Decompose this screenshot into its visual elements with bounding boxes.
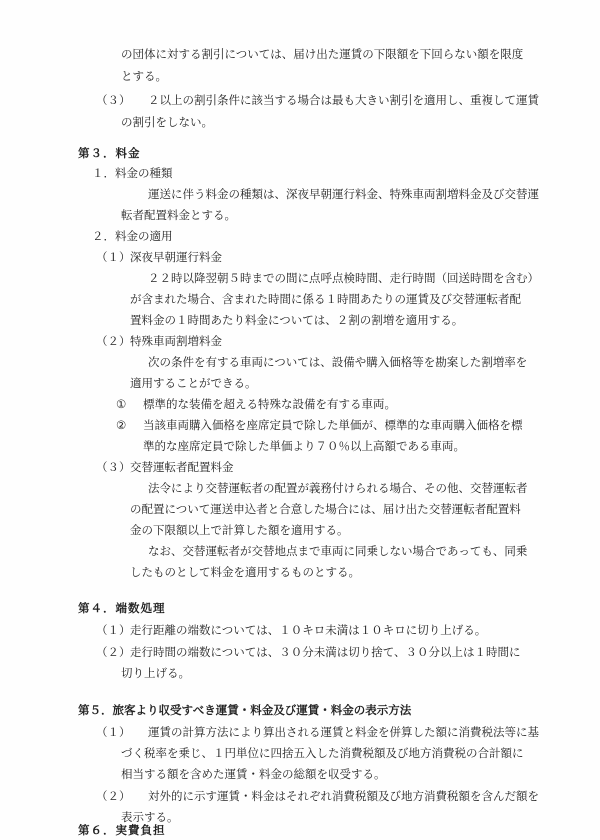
text-line: 走行時間の端数については、３０分未満は切り捨て、３０分以上は１時間に (130, 645, 521, 659)
text-line: 表示する。 (121, 810, 179, 824)
text-line: ２以上の割引条件に該当する場合は最も大きい割引を適用し、重複して運賃 (148, 93, 539, 107)
item-number: （３） (96, 460, 131, 474)
section-heading: 第５．旅客より収受すべき運賃・料金及び運賃・料金の表示方法 (78, 703, 412, 717)
item-number: （２） (96, 789, 131, 803)
text-line: 転者配置料金とする。 (121, 208, 236, 222)
text-line: 相当する額を含めた運賃・料金の総額を収受する。 (121, 767, 386, 781)
text-line: したものとして料金を適用するものとする。 (130, 565, 360, 579)
condition-mark: ② (116, 418, 127, 432)
text-line: 当該車両購入価格を座席定員で除した単価が、標準的な車両購入価格を標 (143, 418, 523, 432)
text-line: づく税率を乗じ、１円単位に四捨五入した消費税額及び地方消費税の合計額に (121, 746, 524, 760)
text-line: 標準的な装備を超える特殊な設備を有する車両。 (143, 397, 396, 411)
text-line: 準的な座席定員で除した単価より７０％以上高額である車両。 (143, 439, 465, 453)
text-line: の団体に対する割引については、届け出た運賃の下限額を下回らない額を限度 (121, 47, 524, 61)
item-number: （２） (96, 645, 131, 659)
text-line: 走行距離の端数については、１０キロ未満は１０キロに切り上げる。 (130, 623, 487, 637)
text-line: なお、交替運転者が交替地点まで車両に同乗しない場合であっても、同乗 (148, 544, 528, 558)
text-line: とする。 (121, 69, 167, 83)
text-line: ２２時以降翌朝５時までの間に点呼点検時間、走行時間（回送時間を含む） (148, 271, 539, 285)
text-line: 置料金の１時間あたり料金については、２割の割増を適用する。 (130, 313, 464, 327)
subsection-heading: １．料金の種類 (92, 166, 173, 180)
item-number: （３） (96, 93, 131, 107)
item-number: （１） (96, 250, 131, 264)
section-heading: 第３．料金 (78, 146, 141, 160)
item-number: （２） (96, 334, 131, 348)
text-line: の配置について運送申込者と合意した場合には、届け出た交替運転者配置料 (130, 502, 521, 516)
item-number: （１） (96, 725, 131, 739)
text-line: 切り上げる。 (121, 666, 190, 680)
subsection-heading: ２．料金の適用 (92, 229, 173, 243)
text-line: 運賃の計算方法により算出される運賃と料金を併算した額に消費税法等に基 (148, 725, 539, 739)
text-line: 運送に伴う料金の種類は、深夜早朝運行料金、特殊車両割増料金及び交替運 (148, 187, 539, 201)
section-heading: 第６．実費負担 (78, 823, 166, 837)
text-line: が含まれた場合、含まれた時間に係る１時間あたりの運賃及び交替運転者配 (130, 292, 521, 306)
item-title: 特殊車両割増料金 (130, 334, 222, 348)
item-title: 交替運転者配置料金 (130, 460, 234, 474)
condition-mark: ① (116, 397, 127, 411)
text-line: 対外的に示す運賃・料金はそれぞれ消費税額及び地方消費税額を含んだ額を (148, 789, 539, 803)
text-line: の割引をしない。 (121, 115, 213, 129)
text-line: 適用することができる。 (130, 376, 257, 390)
section-heading: 第４．端数処理 (78, 601, 166, 615)
item-title: 深夜早朝運行料金 (130, 250, 222, 264)
text-line: 法令により交替運転者の配置が義務付けられる場合、その他、交替運転者 (148, 481, 528, 495)
text-line: 次の条件を有する車両については、設備や購入価格等を勘案した割増率を (148, 355, 528, 369)
item-number: （１） (96, 623, 131, 637)
text-line: 金の下限額以上で計算した額を適用する。 (130, 523, 349, 537)
